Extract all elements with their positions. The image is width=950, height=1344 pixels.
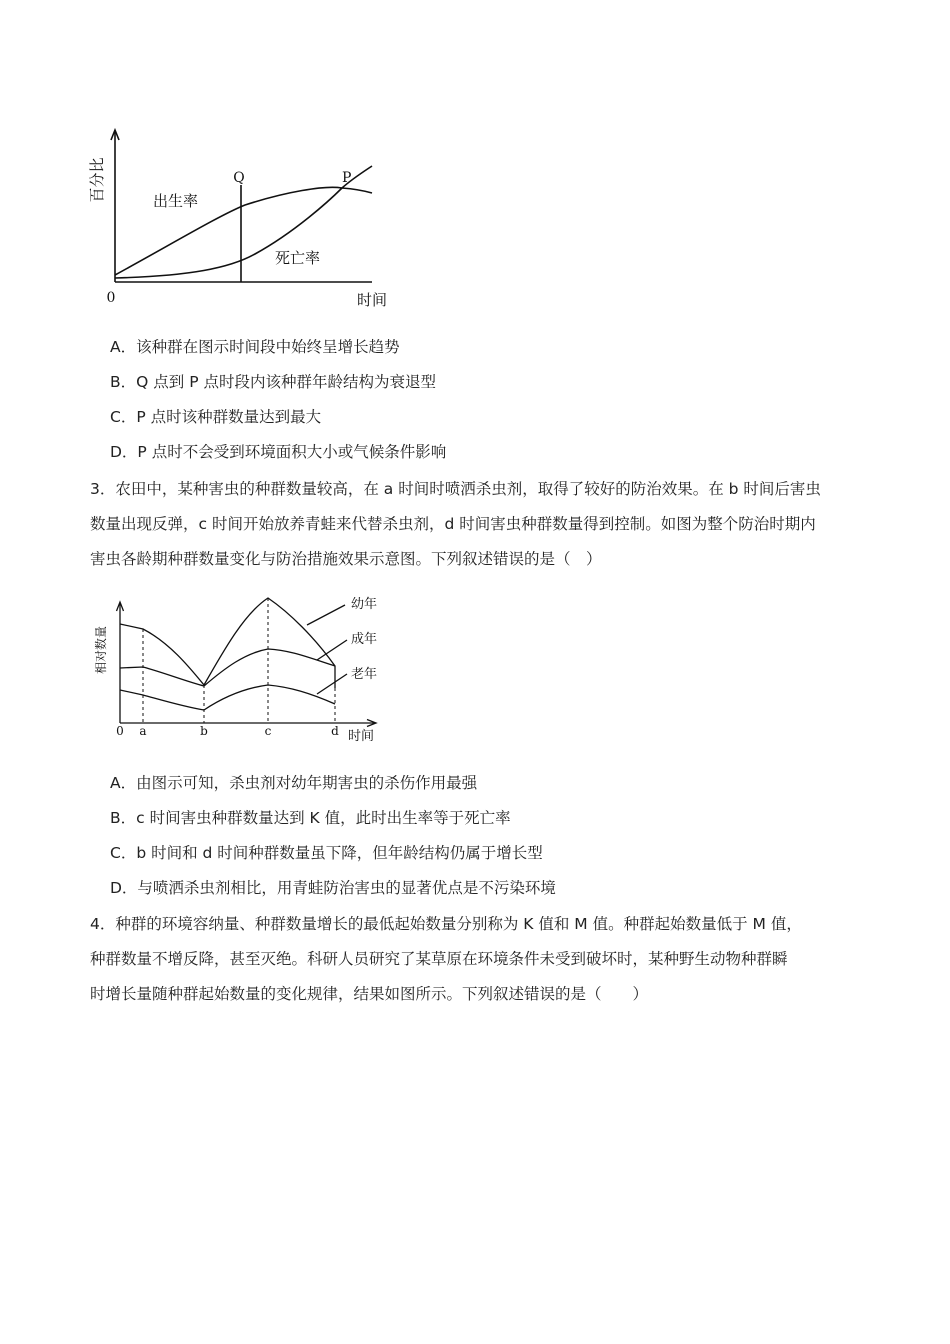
figure-pest-population — [85, 588, 395, 750]
q4-stem — [90, 907, 880, 1012]
q2-option-c: C．P 点时该种群数量达到最大 — [110, 408, 322, 426]
tick-c: c — [264, 724, 272, 738]
q3-stem-line: 害虫各龄期种群数量变化与防治措施效果示意图。下列叙述错误的是（ ） — [90, 550, 602, 568]
point-q-label: Q — [233, 170, 245, 186]
q2-option-a: A．该种群在图示时间段中始终呈增长趋势 — [110, 338, 400, 356]
adult-leader — [317, 640, 347, 660]
q4-stem-line: 时增长量随种群起始数量的变化规律，结果如图所示。下列叙述错误的是（ ） — [90, 985, 649, 1003]
old-curve — [120, 685, 335, 710]
old-label: 老年 — [351, 667, 378, 682]
q4-stem-line: 种群数量不增反降，甚至灭绝。科研人员研究了某草原在环境条件未受到破坏时，某种野生动物种群瞬 — [90, 950, 788, 968]
figure-birth-death-rate — [80, 120, 400, 315]
q3-option-a: A．由图示可知，杀虫剂对幼年期害虫的杀伤作用最强 — [110, 774, 478, 792]
old-leader — [317, 674, 347, 694]
juvenile-leader — [307, 605, 345, 625]
q3-stem-line: 3．农田中，某种害虫的种群数量较高，在 a 时间时喷洒杀虫剂，取得了较好的防治效果。在 b 时间后害虫 — [90, 480, 821, 498]
tick-a: a — [139, 724, 147, 738]
q2-option-d: D．P 点时不会受到环境面积大小或气候条件影响 — [110, 443, 447, 461]
q3-option-c: C．b 时间和 d 时间种群数量虽下降，但年龄结构仍属于增长型 — [110, 844, 543, 862]
tick-0: 0 — [116, 724, 124, 738]
tick-b: b — [200, 724, 208, 738]
y-axis-label: 百分比 — [88, 157, 106, 203]
x-axis-label: 时间 — [356, 291, 388, 309]
origin-label: 0 — [106, 290, 116, 306]
adult-label: 成年 — [351, 632, 378, 647]
tick-d: d — [331, 724, 339, 738]
birth-rate-label: 出生率 — [153, 192, 199, 210]
juvenile-label: 幼年 — [351, 597, 378, 612]
q2-option-b: B．Q 点到 P 点时段内该种群年龄结构为衰退型 — [110, 373, 436, 391]
q3-stem-line: 数量出现反弹，c 时间开始放养青蛙来代替杀虫剂，d 时间害虫种群数量得到控制。如图为整个防治时期内 — [90, 515, 816, 533]
q3-stem — [90, 472, 880, 577]
juvenile-curve — [120, 598, 335, 688]
q3-option-b: B．c 时间害虫种群数量达到 K 值，此时出生率等于死亡率 — [110, 809, 511, 827]
x-axis-label: 时间 — [347, 729, 375, 744]
y-axis-label: 相对数量 — [94, 625, 108, 675]
death-rate-label: 死亡率 — [275, 249, 321, 267]
q4-stem-line: 4．种群的环境容纳量、种群数量增长的最低起始数量分别称为 K 值和 M 值。种群起始数量低于 M 值， — [90, 915, 802, 933]
point-p-label: P — [342, 170, 352, 186]
q3-option-d: D．与喷洒杀虫剂相比，用青蛙防治害虫的显著优点是不污染环境 — [110, 879, 556, 897]
adult-curve — [120, 649, 335, 686]
